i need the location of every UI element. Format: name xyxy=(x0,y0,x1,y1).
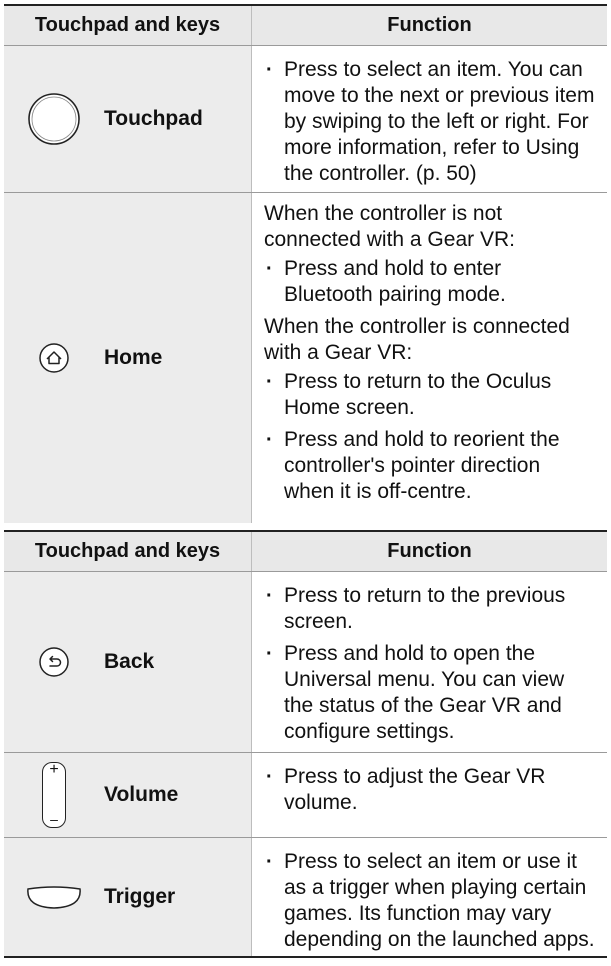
row-volume xyxy=(4,753,607,838)
key-name-touchpad: Touchpad xyxy=(104,107,203,130)
home-icon xyxy=(4,342,104,374)
touchpad-bullet: · Press to select an item. You can move to the next or previous item by swiping to the left or right. For more information, refer to Using the controller. (p. 50) xyxy=(264,57,595,187)
back-bullet: · Press and hold to open the Universal menu. You can view the status of the Gear VR and configure settings. xyxy=(264,641,595,745)
table-header xyxy=(4,532,607,572)
header-function: Function xyxy=(252,6,607,45)
home-intro-connected: When the controller is connected with a Gear VR: xyxy=(264,315,570,364)
back-bullet: · Press to return to the previous screen. xyxy=(264,583,595,635)
volume-rocker-icon xyxy=(4,762,104,828)
home-intro-disconnected: When the controller is not connected with a Gear VR: xyxy=(264,202,515,251)
trigger-icon xyxy=(4,883,104,911)
header-keys: Touchpad and keys xyxy=(4,6,252,45)
table-header xyxy=(4,6,607,46)
volume-plus-symbol: + xyxy=(49,761,59,778)
header-keys: Touchpad and keys xyxy=(4,532,252,571)
key-name-back: Back xyxy=(104,650,155,673)
header-function: Function xyxy=(252,532,607,571)
trigger-bullet: · Press to select an item or use it as a trigger when playing certain games. Its function may vary depending on the launched apps. xyxy=(264,849,595,953)
key-name-volume: Volume xyxy=(104,783,179,806)
row-trigger xyxy=(4,838,607,956)
volume-bullet: · Press to adjust the Gear VR volume. xyxy=(264,764,595,816)
row-back xyxy=(4,572,607,753)
volume-minus-symbol: – xyxy=(50,811,58,827)
back-icon xyxy=(4,646,104,678)
table-back-volume-trigger xyxy=(4,530,607,958)
home-bullet: · Press and hold to enter Bluetooth pairing mode. xyxy=(264,256,595,308)
home-bullet: · Press to return to the Oculus Home screen. xyxy=(264,369,595,421)
key-name-home: Home xyxy=(104,346,163,369)
row-touchpad xyxy=(4,46,607,193)
row-home xyxy=(4,193,607,523)
touchpad-circle-icon xyxy=(4,91,104,147)
table-touchpad-home xyxy=(4,4,607,523)
key-name-trigger: Trigger xyxy=(104,885,176,908)
home-bullet: · Press and hold to reorient the controller's pointer direction when it is off-centre. xyxy=(264,427,595,505)
